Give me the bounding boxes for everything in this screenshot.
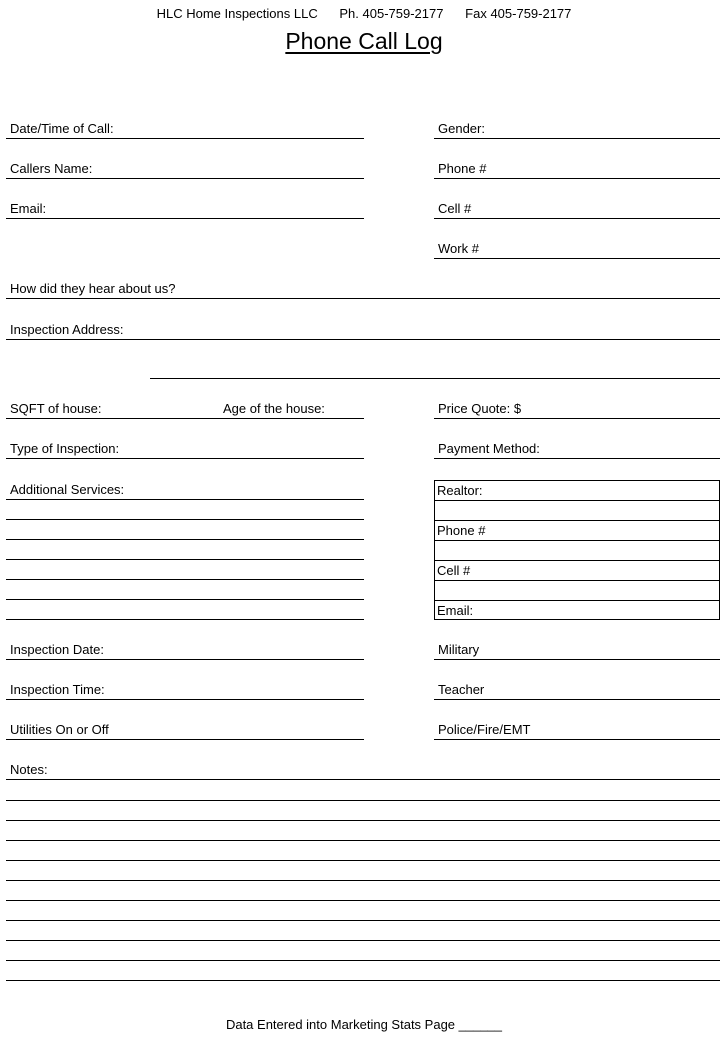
additional-services-line xyxy=(6,559,364,560)
additional-services-line xyxy=(6,619,364,620)
price-quote-input[interactable] xyxy=(532,400,720,417)
realtor-label: Realtor: xyxy=(437,483,483,498)
additional-services-input[interactable] xyxy=(136,481,364,498)
utilities-input[interactable] xyxy=(126,721,364,738)
address-line-2 xyxy=(150,378,720,379)
cell-field[interactable] xyxy=(434,200,720,219)
notes-line xyxy=(6,820,720,821)
type-of-inspection-field[interactable] xyxy=(6,440,364,459)
military-field[interactable] xyxy=(434,641,720,660)
date-time-input[interactable] xyxy=(126,120,364,137)
realtor-email-input[interactable] xyxy=(485,600,719,619)
notes-line xyxy=(6,900,720,901)
inspection-address-label: Inspection Address: xyxy=(10,322,124,337)
realtor-phone-input[interactable] xyxy=(495,521,719,539)
price-quote-field[interactable] xyxy=(434,400,720,419)
page-title: Phone Call Log xyxy=(285,28,443,54)
work-field[interactable] xyxy=(434,240,720,259)
realtor-email-row[interactable] xyxy=(435,600,719,620)
military-input[interactable] xyxy=(494,641,720,658)
company-phone: Ph. 405-759-2177 xyxy=(339,6,444,21)
callers-name-input[interactable] xyxy=(101,160,364,177)
marketing-stats-footer: Data Entered into Marketing Stats Page ______ xyxy=(225,1017,503,1032)
realtor-row[interactable] xyxy=(435,481,719,501)
email-label: Email: xyxy=(10,201,47,216)
realtor-email-label: Email: xyxy=(437,603,474,618)
realtor-cell-row[interactable] xyxy=(435,561,719,581)
date-time-field[interactable] xyxy=(6,120,364,139)
inspection-time-input[interactable] xyxy=(118,681,364,698)
inspection-date-label: Inspection Date: xyxy=(10,642,104,657)
sqft-label: SQFT of house: xyxy=(10,401,102,416)
realtor-blank-row xyxy=(435,541,719,561)
gender-label: Gender: xyxy=(438,121,485,136)
additional-services-line xyxy=(6,539,364,540)
notes-label: Notes: xyxy=(10,762,48,777)
military-label: Military xyxy=(438,642,480,657)
teacher-field[interactable] xyxy=(434,681,720,700)
additional-services-line xyxy=(6,599,364,600)
teacher-label: Teacher xyxy=(438,682,485,697)
work-label: Work # xyxy=(438,241,479,256)
notes-line xyxy=(6,840,720,841)
additional-services-field[interactable] xyxy=(6,481,364,500)
realtor-blank-row xyxy=(435,581,719,601)
realtor-cell-label: Cell # xyxy=(437,563,471,578)
price-quote-label: Price Quote: $ xyxy=(438,401,522,416)
additional-services-line xyxy=(6,519,364,520)
realtor-cell-input[interactable] xyxy=(485,561,719,579)
hear-about-field[interactable] xyxy=(6,280,720,299)
realtor-phone-label: Phone # xyxy=(437,523,486,538)
teacher-input[interactable] xyxy=(494,681,720,698)
inspection-date-field[interactable] xyxy=(6,641,364,660)
notes-input[interactable] xyxy=(56,761,720,778)
notes-line xyxy=(6,920,720,921)
payment-method-field[interactable] xyxy=(434,440,720,459)
gender-field[interactable] xyxy=(434,120,720,139)
realtor-box xyxy=(434,480,720,620)
age-label: Age of the house: xyxy=(223,401,325,416)
email-input[interactable] xyxy=(56,200,364,217)
notes-line xyxy=(6,960,720,961)
realtor-input[interactable] xyxy=(495,481,719,499)
callers-name-label: Callers Name: xyxy=(10,161,93,176)
payment-method-label: Payment Method: xyxy=(438,441,540,456)
utilities-label: Utilities On or Off xyxy=(10,722,109,737)
email-field[interactable] xyxy=(6,200,364,219)
company-fax: Fax 405-759-2177 xyxy=(465,6,572,21)
notes-line xyxy=(6,860,720,861)
notes-line xyxy=(6,880,720,881)
cell-label: Cell # xyxy=(438,201,472,216)
age-input[interactable] xyxy=(336,400,364,417)
additional-services-label: Additional Services: xyxy=(10,482,125,497)
sqft-input[interactable] xyxy=(111,400,219,417)
payment-method-input[interactable] xyxy=(554,440,720,457)
phone-input[interactable] xyxy=(492,160,720,177)
hear-about-label: How did they hear about us? xyxy=(10,281,176,296)
inspection-time-field[interactable] xyxy=(6,681,364,700)
utilities-field[interactable] xyxy=(6,721,364,740)
gender-input[interactable] xyxy=(492,120,720,137)
additional-services-line xyxy=(6,579,364,580)
police-fire-emt-label: Police/Fire/EMT xyxy=(438,722,531,737)
realtor-phone-row[interactable] xyxy=(435,521,719,541)
notes-field[interactable] xyxy=(6,761,720,780)
sqft-age-field[interactable] xyxy=(6,400,364,419)
police-fire-emt-input[interactable] xyxy=(544,721,720,738)
inspection-address-field[interactable] xyxy=(6,321,720,340)
work-input[interactable] xyxy=(489,240,720,257)
inspection-date-input[interactable] xyxy=(118,641,364,658)
police-fire-emt-field[interactable] xyxy=(434,721,720,740)
notes-line xyxy=(6,980,720,981)
company-header xyxy=(0,6,728,22)
type-of-inspection-input[interactable] xyxy=(134,440,364,457)
inspection-address-input[interactable] xyxy=(141,321,720,338)
date-time-label: Date/Time of Call: xyxy=(10,121,114,136)
phone-label: Phone # xyxy=(438,161,487,176)
inspection-time-label: Inspection Time: xyxy=(10,682,105,697)
realtor-blank-row xyxy=(435,501,719,521)
callers-name-field[interactable] xyxy=(6,160,364,179)
type-of-inspection-label: Type of Inspection: xyxy=(10,441,120,456)
notes-line xyxy=(6,940,720,941)
phone-field[interactable] xyxy=(434,160,720,179)
notes-line xyxy=(6,800,720,801)
cell-input[interactable] xyxy=(484,200,720,217)
company-name: HLC Home Inspections LLC xyxy=(156,6,318,21)
hear-about-input[interactable] xyxy=(196,280,720,297)
